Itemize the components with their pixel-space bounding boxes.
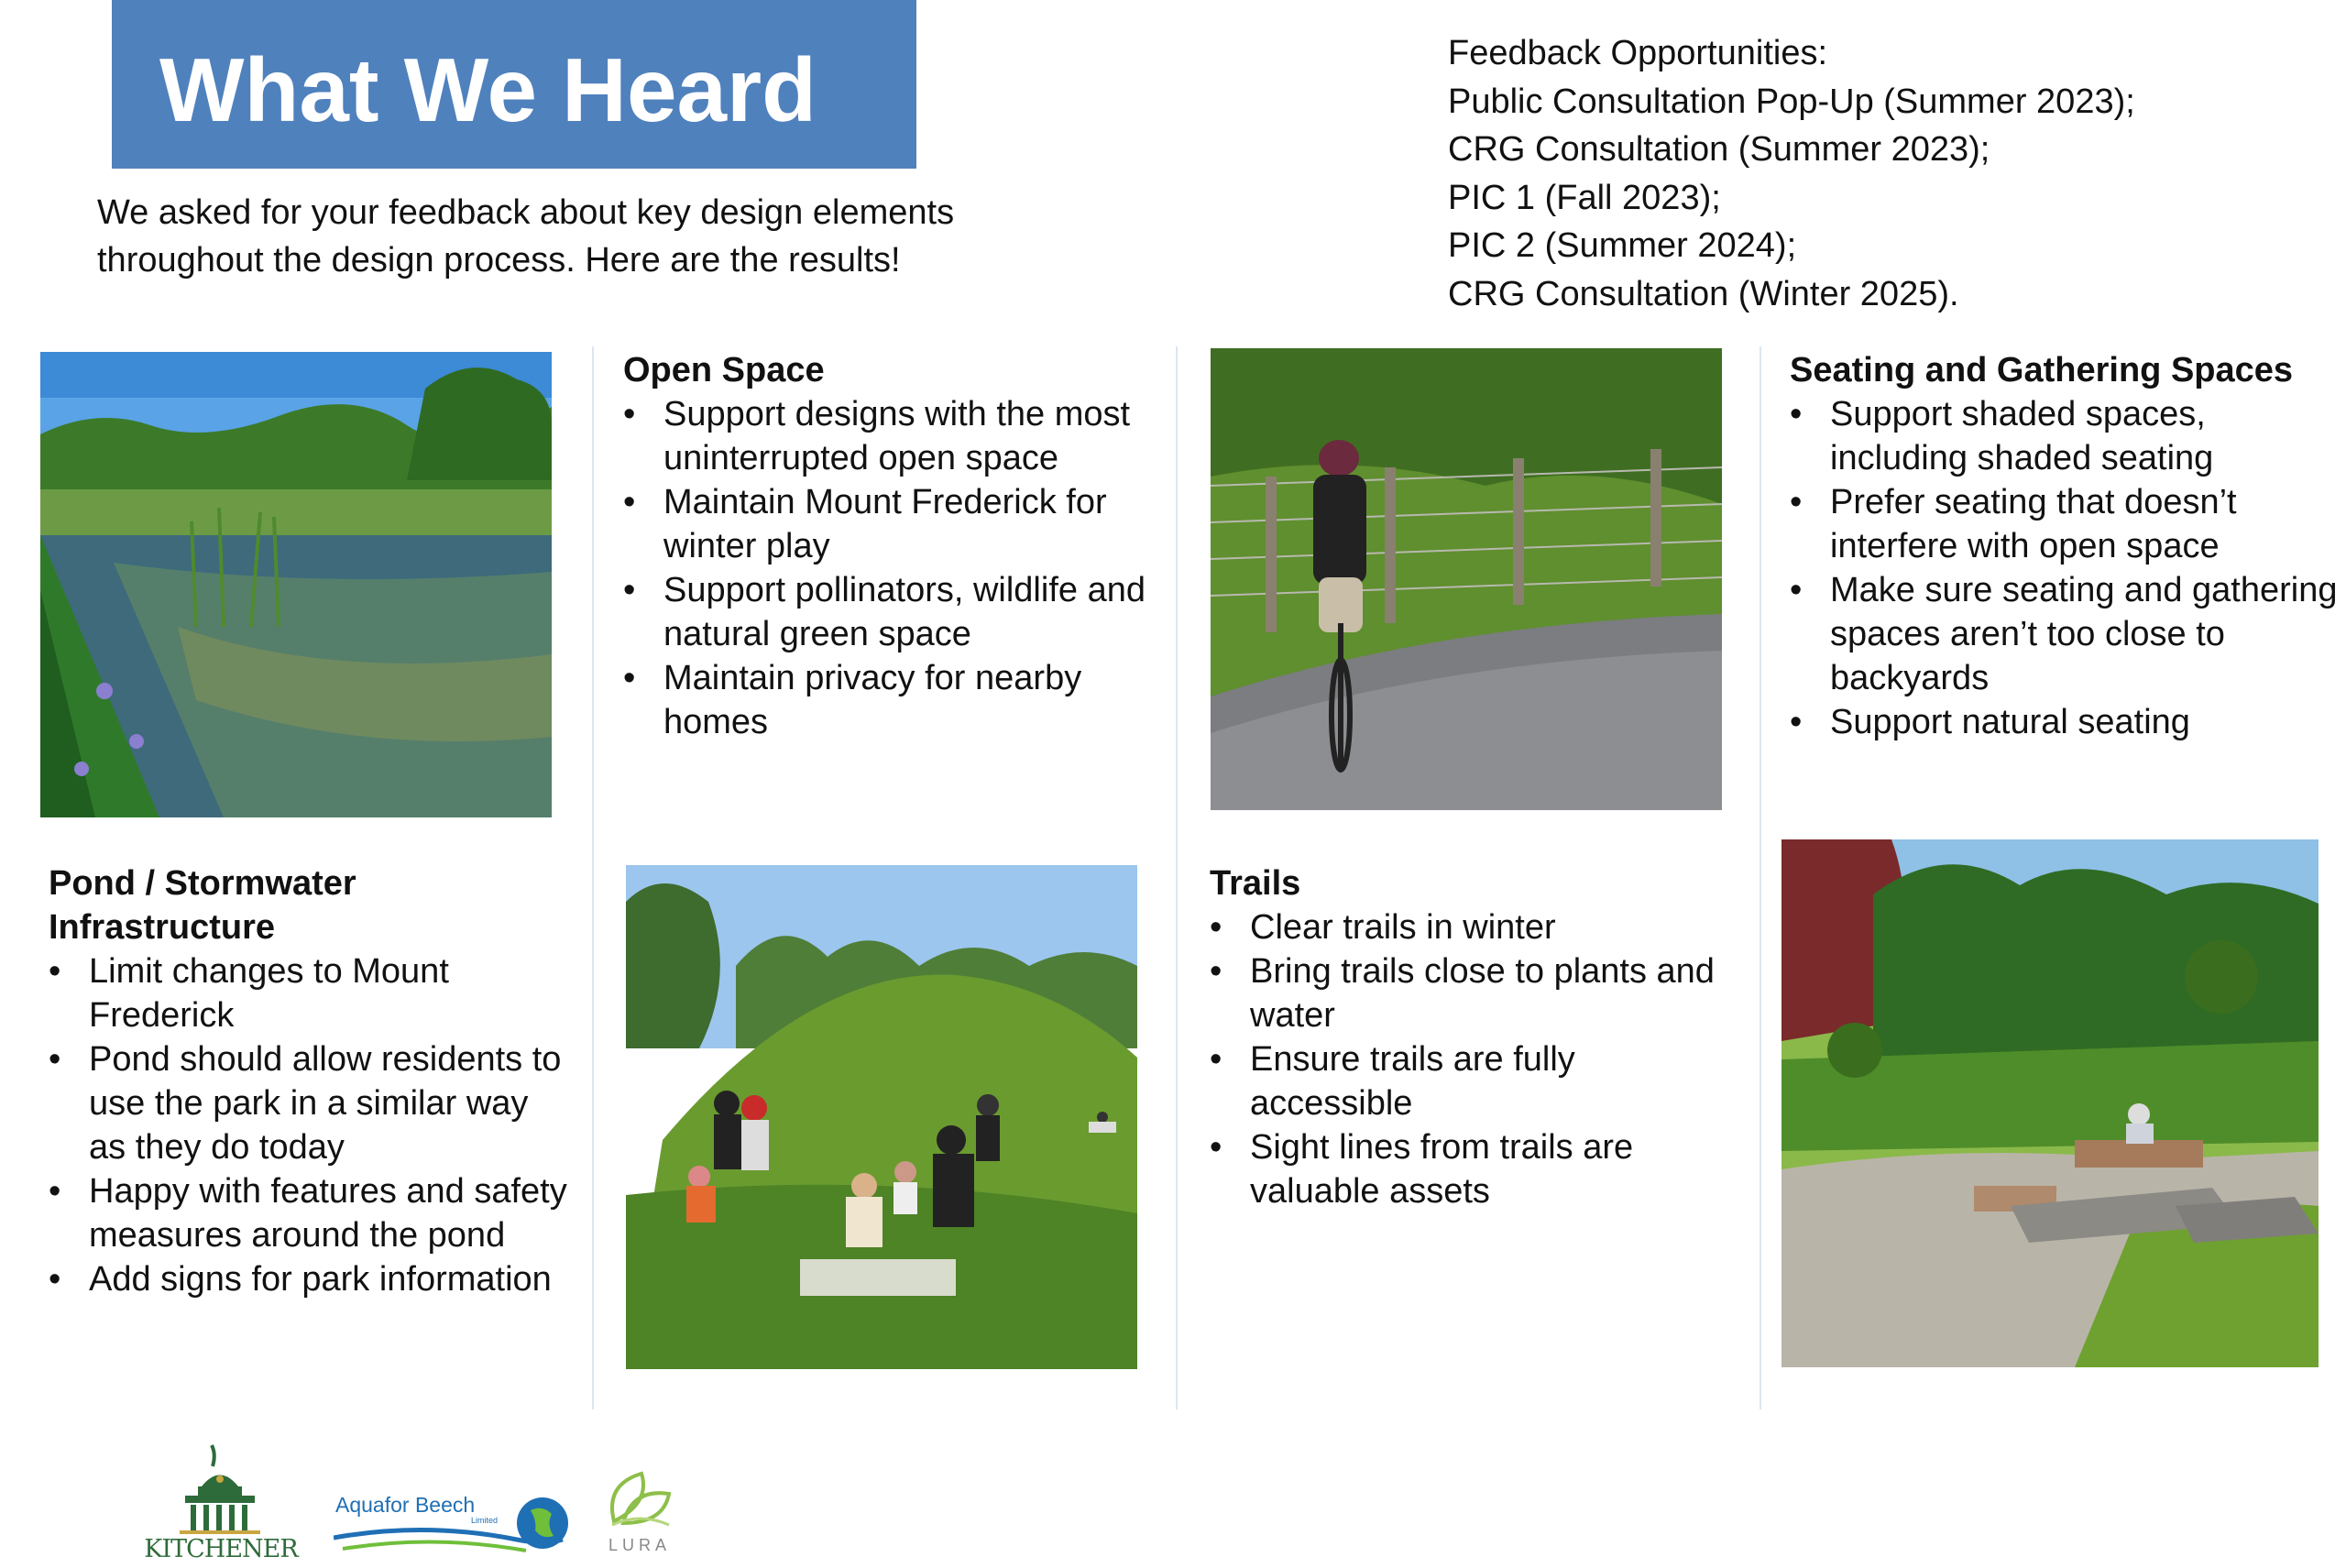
bullet-item: • Make sure seating and gathering spaces aren’t too close to backyards [1790, 568, 2340, 700]
aquafor-beech-logo [334, 1485, 574, 1563]
column-divider [1176, 346, 1178, 1409]
bullet-item: • Maintain privacy for nearby homes [623, 656, 1173, 744]
feedback-item: Public Consultation Pop-Up (Summer 2023); [1448, 82, 2135, 121]
feedback-heading: Feedback Opportunities: [1448, 34, 1828, 72]
bullet-item: • Support pollinators, wildlife and natural green space [623, 568, 1173, 656]
lura-logo [596, 1466, 684, 1558]
section-heading: Pond / Stormwater Infrastructure [49, 864, 356, 947]
kitchener-wordmark: KITCHENER [144, 1535, 298, 1560]
bullet-item: • Bring trails close to plants and water [1210, 949, 1741, 1037]
aquafor-subtitle: Limited [471, 1516, 499, 1525]
feedback-item: PIC 2 (Summer 2024); [1448, 226, 1797, 265]
bullet-item: • Happy with features and safety measures around the pond [49, 1169, 571, 1257]
bullet-item: • Prefer seating that doesn’t interfere with open space [1790, 480, 2340, 568]
pond-section [49, 861, 571, 1301]
bullet-item: • Clear trails in winter [1210, 905, 1741, 949]
page-title: What We Heard [159, 39, 817, 140]
bullet-item: • Limit changes to Mount Frederick [49, 949, 571, 1037]
feedback-item: PIC 1 (Fall 2023); [1448, 178, 1721, 217]
open-space-section [623, 348, 1173, 744]
trail-photo [1211, 348, 1722, 810]
lura-wordmark: LURA [608, 1536, 672, 1554]
bullet-item: • Sight lines from trails are valuable assets [1210, 1125, 1741, 1213]
feedback-opportunities [1448, 29, 2328, 318]
feedback-item: CRG Consultation (Summer 2023); [1448, 130, 1990, 169]
picnic-photo [626, 865, 1137, 1369]
bullet-item: • Support natural seating [1790, 700, 2340, 744]
seating-section [1790, 348, 2340, 744]
bullet-item: • Support shaded spaces, including shaded seating [1790, 392, 2340, 480]
trails-section [1210, 861, 1741, 1213]
column-divider [592, 346, 594, 1409]
section-heading: Seating and Gathering Spaces [1790, 351, 2294, 389]
bullet-item: • Ensure trails are fully accessible [1210, 1037, 1741, 1125]
column-divider [1760, 346, 1761, 1409]
bullet-item: • Support designs with the most uninterrupted open space [623, 392, 1173, 480]
bullet-item: • Maintain Mount Frederick for winter play [623, 480, 1173, 568]
seating-photo [1781, 839, 2319, 1367]
kitchener-logo [125, 1441, 317, 1560]
bullet-item: • Pond should allow residents to use the park in a similar way as they do today [49, 1037, 571, 1169]
pond-photo [40, 352, 552, 817]
section-heading: Open Space [623, 351, 825, 389]
feedback-item: CRG Consultation (Winter 2025). [1448, 274, 1959, 313]
title-banner [112, 0, 916, 169]
aquafor-wordmark: Aquafor Beech [335, 1493, 476, 1517]
intro-text: We asked for your feedback about key design elements throughout the design process. Here are the results! [97, 193, 955, 280]
section-heading: Trails [1210, 864, 1301, 903]
bullet-item: • Add signs for park information [49, 1257, 571, 1301]
